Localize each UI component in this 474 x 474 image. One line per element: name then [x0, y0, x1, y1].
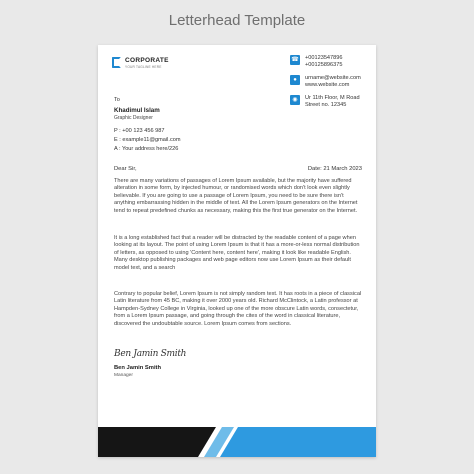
phone-1: +00123547896: [305, 55, 343, 61]
letterhead-sheet: [98, 45, 376, 457]
footer-blue-shape: [220, 427, 376, 457]
location-icon: ◉: [290, 95, 300, 105]
signatory-name: Ben Jamin Smith: [114, 365, 162, 371]
address-line-1: Ur 11th Floor, M Road: [305, 95, 360, 101]
contact-web-row: [290, 75, 372, 95]
contact-address-row: [290, 95, 372, 115]
to-label: To: [114, 97, 120, 103]
paragraph-2: It is a long established fact that a reader will be distracted by the readable content of a page when looking at its layout. The point of using Lorem Ipsum is that it has a more-or-less normal distribution of letters, as opposed to using 'Content here, content here', making it look like readable English. Many desktop publishing packages and web page editors now use Lorem Ipsum as their default model text, and a search: [114, 235, 360, 271]
web-icon: ●: [290, 75, 300, 85]
company-name: CORPORATE: [125, 57, 169, 64]
footer-dark-shape: [98, 427, 216, 457]
recipient-name: Khadimul Islam: [114, 107, 160, 114]
contact-block: [290, 55, 372, 115]
website-text: www.website.com: [305, 82, 350, 89]
phone-icon: ☎: [291, 57, 299, 63]
recipient-email: E : example11@gmail.com: [114, 136, 181, 143]
footer-decoration: [98, 419, 376, 457]
salutation: Dear Sir,: [114, 166, 137, 172]
address-line-2: Street no. 12345: [305, 102, 347, 109]
page-heading: Letterhead Template: [168, 12, 306, 29]
recipient-address: A : Your address here/226: [114, 145, 179, 152]
company-tagline: YOUR TAGLINE HERE: [125, 65, 162, 69]
signature-script: Ben Jamin Smith: [114, 349, 187, 359]
letter-date: Date: 21 March 2023: [307, 166, 362, 172]
paragraph-1: There are many variations of passages of Lorem Ipsum available, but the majority have suffered alteration in some form, by injected humour, or randomised words which don't look even slightly believable. If you are going to use a passage of Lorem Ipsum, you need to be sure there isn't anything embarrassing hidden in the middle of text. All the Lorem Ipsum generators on the Internet tend to repeat predefined chunks as necessary, making this the first true generator on the Internet.: [114, 178, 358, 214]
recipient-title: Graphic Designer: [114, 115, 153, 121]
phone-2: +00125896375: [305, 62, 343, 69]
recipient-phone: P : +00 123 456 987: [114, 128, 165, 134]
contact-phone-row: [290, 55, 372, 75]
email-text: urname@website.com: [305, 75, 361, 81]
logo-mark-icon: [112, 57, 121, 68]
signatory-role: Manager: [114, 373, 133, 378]
paragraph-3: Contrary to popular belief, Lorem Ipsum is not simply random text. It has roots in a piece of classical Latin literature from 45 BC, making it over 2000 years old. Richard McClintock, a Latin professor at Hampden-Sydney College in Virginia, looked up one of the more obscure Latin words, consectetur, from a Lorem Ipsum passage, and going through the cites of the word in classical literature, discovered the undoubtable source. Lorem Ipsum comes from sections.: [114, 291, 362, 327]
recipient-contact: [114, 127, 181, 153]
